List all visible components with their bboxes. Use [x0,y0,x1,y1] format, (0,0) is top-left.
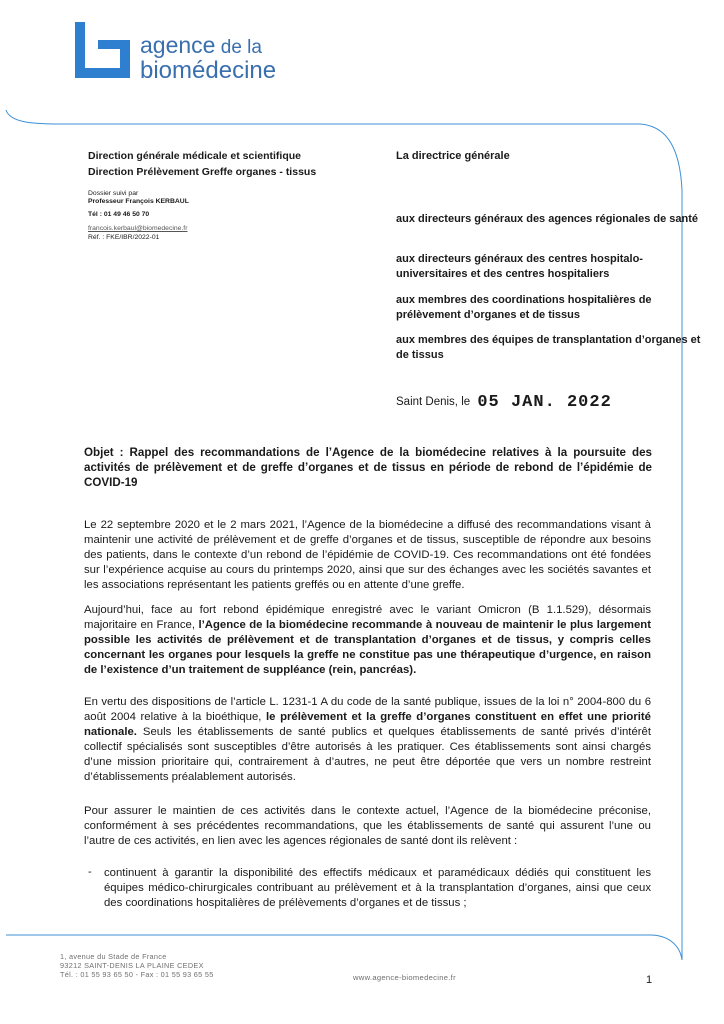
paragraph-3-intro: En vertu des dispositions de l’article L. 1231-1 A du code de la santé publique, issues de la loi n° 2004-800 du 6 août 2004 relative à la bioéthique, [84,696,651,723]
file-followed-person: Professeur François KERBAUL [88,198,189,205]
recipient-4: aux membres des équipes de transplantation d’organes et de tissus [396,334,701,361]
paragraph-3-emphasis: le prélèvement et la greffe d’organes constituent en effet une priorité nationale. [84,711,651,738]
footer-address-2: 93212 SAINT-DENIS LA PLAINE CEDEX [60,961,204,970]
footer-contact: Tél. : 01 55 93 65 50 - Fax : 01 55 93 65 55 [60,970,214,979]
bullet-marker: - [88,866,92,878]
date-line [396,392,612,411]
direction-line-1: Direction générale médicale et scientifique [88,150,301,162]
logo-line-1-suffix: de la [215,37,262,58]
recipient-1: aux directeurs généraux des agences régionales de santé [396,213,699,225]
date-stamp: 05 JAN. 2022 [477,393,612,412]
page-number: 1 [646,974,653,986]
body-paragraph-1: Le 22 septembre 2020 et le 2 mars 2021, l’Agence de la biomédecine a diffusé des recommandations visant à maintenir une activité de prélèvement et de greffe d’organes et de tissus, susceptible de répondre aux besoins des patients, dans le contexte d’un rebond de l’épidémie de COVID-19. Ces recommandations ont été fondées sur l’expérience acquise au cours du printemps 2020, ainsi que sur des échanges avec les sociétés savantes et les associations représentant les patients greffés ou en attente d’une greffe. [84,519,651,591]
contact-phone: Tél : 01 49 46 50 70 [88,211,150,218]
logo-line-1: agence [140,32,216,58]
recipient-2: aux directeurs généraux des centres hospitalo-universitaires et des centres hospitaliers [396,253,643,280]
paragraph-2-emphasis: l’Agence de la biomédecine recommande à nouveau de maintenir le plus largement possible les activités de prélèvement et de transplantation d’organes et de tissus, y compris celles concernant les organes pour lesquels la greffe ne constitue pas une thérapeutique d’urgence, en raison de l’existence d’un traitement de suppléance (rein, pancréas). [84,619,651,676]
logo-line-2: biomédecine [140,57,277,84]
recipient-3: aux membres des coordinations hospitalières de prélèvement d’organes et de tissus [396,294,652,321]
footer-website-link[interactable]: www.agence-biomedecine.fr [353,973,456,982]
file-followed-label: Dossier suivi par [88,190,139,197]
sender-title: La directrice générale [396,150,510,162]
agence-biomedecine-logo-icon [68,22,132,84]
bullet-item-1: continuent à garantir la disponibilité des effectifs médicaux et paramédicaux dédiés qui constituent les équipes médico-chirurgicales contribuant au prélèvement et à la transplantation d’organes, ainsi que ceux des coordinations hospitalières de prélèvements d’organes et de tissus ; [104,867,651,909]
body-paragraph-3 [84,695,651,785]
logo-wordmark [140,34,276,82]
body-paragraph-4: Pour assurer le maintien de ces activités dans le contexte actuel, l’Agence de la biomédecine préconise, conformément à ses précédentes recommandations, que les établissements de santé qui assurent l’une ou l’autre de ces activités, en lien avec les agences régionales de santé dont ils relèvent : [84,805,651,847]
paragraph-2-intro: Aujourd’hui, face au fort rebond épidémique enregistré avec le variant Omicron (B 1.1.529), désormais majoritaire en France, [84,604,651,631]
reference-number: Réf. : FKE/IBR/2022-01 [88,234,160,241]
paragraph-3-rest: Seuls les établissements de santé publics et quelques établissements de santé privés d’intérêt collectif spécialisés sont susceptibles d’être autorisés à les pratiquer. Ces établissements sont ainsi chargés d’une mission prioritaire qui, contrairement à d’autres, ne peut être déportée que vers un nombre restreint d’établissements préalablement autorisés. [84,726,651,783]
date-prefix: Saint Denis, le [396,396,471,408]
footer-address-1: 1, avenue du Stade de France [60,952,167,961]
direction-line-2: Direction Prélèvement Greffe organes - tissus [88,166,317,178]
letter-subject: Objet : Rappel des recommandations de l’Agence de la biomédecine relatives à la poursuite des activités de prélèvement et de greffe d’organes et de tissus en période de rebond de l’épidémie de COVID-19 [84,446,652,489]
body-paragraph-2 [84,603,651,678]
contact-email: francois.kerbaul@biomedecine.fr [88,225,188,232]
